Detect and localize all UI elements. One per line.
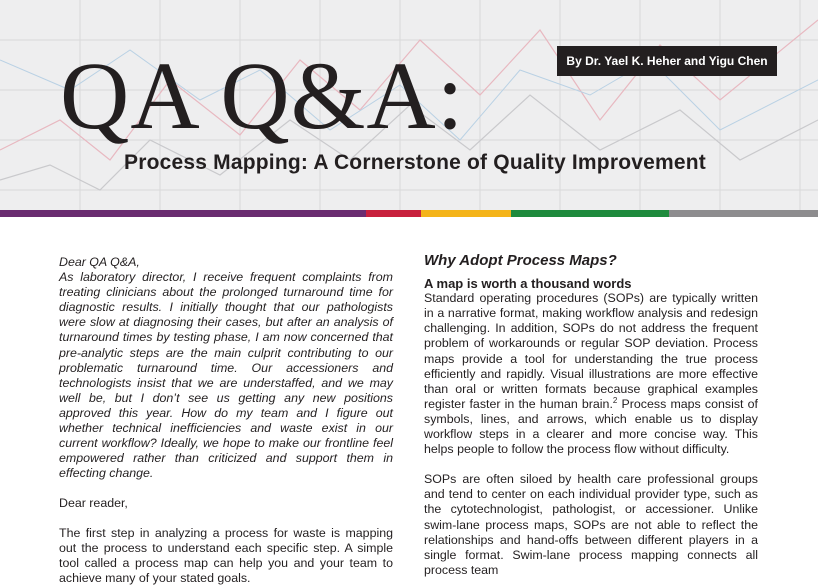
reply-greeting: Dear reader,	[59, 496, 128, 511]
stripe-red	[366, 210, 421, 217]
letter-salutation: Dear QA Q&A,	[59, 255, 140, 269]
header-banner	[0, 0, 818, 212]
stripe-gray	[669, 210, 818, 217]
paragraph-1-text-a: Standard operating procedures (SOPs) are typically written in a narrative format, making workflow analysis and redesign challenging. In addition, SOPs do not address the frequent problem of workarounds or regular SOP deviation. Process maps provide a tool for understanding the true process efficiently and rapidly. Visual illustrations are more effective than oral or written formats because graphical examples register faster in the human brain.	[424, 291, 758, 411]
citation-superscript: 2	[612, 395, 618, 405]
reply-body: The first step in analyzing a process for waste is mapping out the process to understand each specific step. A simple tool called a process map can help you and your team to achieve many of your stated goals.	[59, 525, 393, 585]
section-paragraph-1	[424, 291, 758, 457]
article-subtitle: Process Mapping: A Cornerstone of Quality Improvement	[124, 151, 706, 174]
color-stripe	[0, 210, 818, 217]
right-column	[424, 253, 758, 578]
stripe-yellow	[421, 210, 511, 217]
section-paragraph-2: SOPs are often siloed by health care professional groups and tend to center on each individual provider type, such as the cytotechnologist, pathologist, or accessioner. Unlike swim-lane process maps, SOPs are not able to reflect the relationships and hand-offs between different players in a single format. Swim-lane process mapping connects all process team	[424, 472, 758, 577]
author-byline: By Dr. Yael K. Heher and Yigu Chen	[557, 46, 777, 76]
section-subheading: A map is worth a thousand words	[424, 276, 632, 292]
letter-body: As laboratory director, I receive frequent complaints from treating clinicians about the prolonged turnaround time for diagnostic results. I initially thought that our pathologists were slow at diagnosing their cases, but after an analysis of turnaround times by testing phase, I am now concerned that pre-analytic steps are the main culprit contributing to our problematic turnaround time. Our accessioners and technologists insist that we are understaffed, and we may well be, but I don’t see us getting any new positions approved this year. How do my team and I figure out whether technical inefficiencies and waste exist in our current workflow? Ideally, we hope to make our frontline feel empowered rather than criticized and support them in effecting change.	[59, 270, 393, 481]
stripe-purple	[0, 210, 366, 217]
paragraph-1-text-b: Process maps consist of symbols, lines, and arrows, which enable us to display workflow steps in a clearer and more concise way. This helps people to follow the process flow without difficulty.	[424, 396, 758, 457]
stripe-green	[511, 210, 669, 217]
page-title: QA Q&A:	[60, 42, 465, 149]
reader-letter	[59, 255, 393, 481]
left-column	[59, 255, 393, 586]
section-heading: Why Adopt Process Maps?	[424, 252, 617, 269]
